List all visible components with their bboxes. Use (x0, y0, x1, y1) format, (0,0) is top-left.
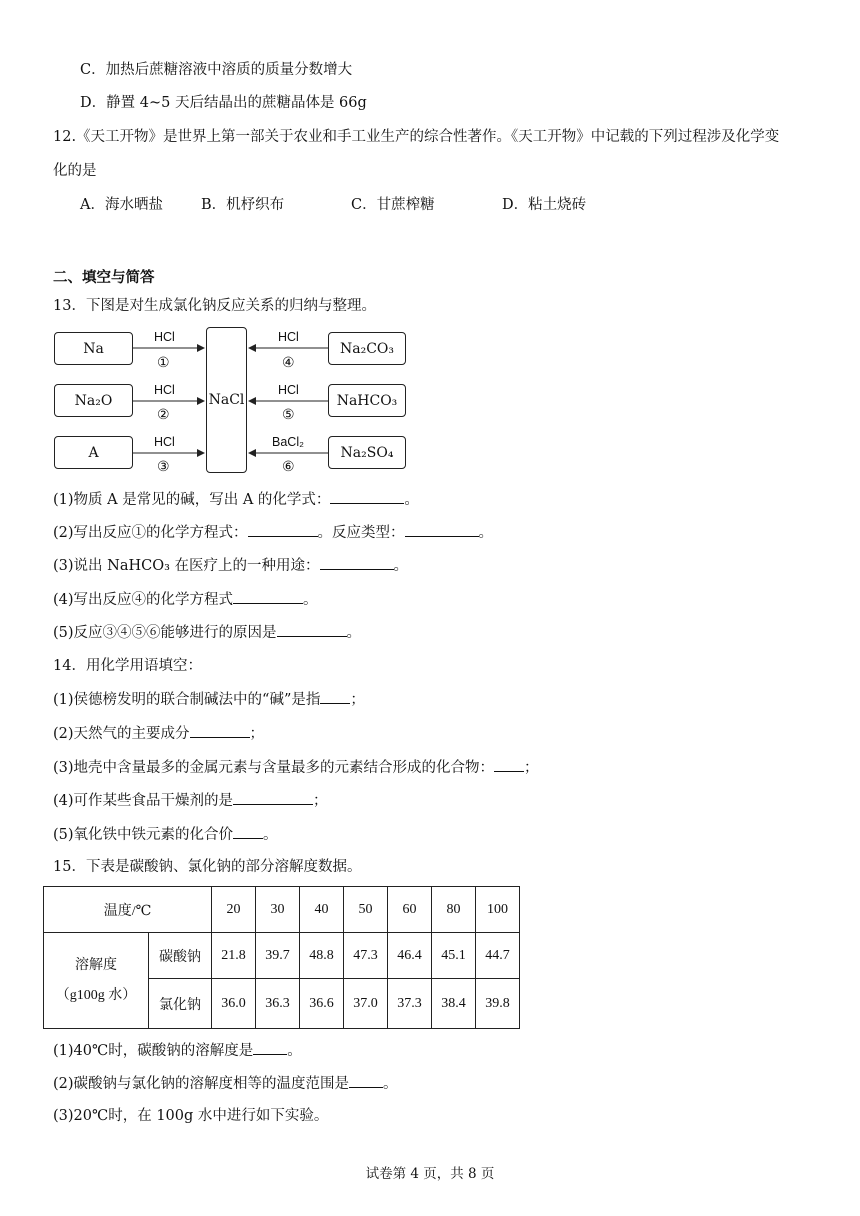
q12-option-c: C．甘蔗榨糖 (351, 197, 435, 213)
q14-part4-text: (4)可作某些食品干燥剂的是 (53, 793, 234, 809)
q14-part1-end: ； (350, 692, 365, 708)
q11-option-d: D．静置 4~5 天后结晶出的蔗糖晶体是 66g (80, 95, 367, 111)
q12-option-a: A．海水晒盐 (80, 197, 163, 213)
temp-cell: 40 (300, 887, 344, 933)
q14-part3-end: ； (524, 760, 539, 776)
answer-blank[interactable] (233, 790, 313, 805)
row-name: 碳酸钠 (149, 933, 212, 979)
solubility-label-line1: 溶解度 (75, 957, 117, 973)
reagent-6: BaCl₂ (272, 435, 304, 449)
q12-stem-line2: 化的是 (53, 163, 97, 179)
answer-blank[interactable] (349, 1073, 383, 1088)
value-cell: 37.3 (388, 979, 432, 1029)
q13-part5-end: 。 (346, 625, 362, 641)
temp-cell: 30 (256, 887, 300, 933)
q13-part5-text: (5)反应③④⑤⑥能够进行的原因是 (53, 625, 277, 641)
q14-part5 (53, 824, 278, 845)
answer-blank[interactable] (233, 824, 263, 839)
temp-cell: 60 (388, 887, 432, 933)
q13-part2-end: 。 (478, 525, 494, 541)
q14-part4 (53, 790, 328, 811)
q13-part1 (53, 489, 419, 510)
reaction-number-4: ④ (282, 355, 295, 371)
reagent-2: HCl (154, 383, 175, 397)
q13-stem: 13．下图是对生成氯化钠反应关系的归纳与整理。 (53, 298, 376, 314)
q12-option-d: D．粘土烧砖 (502, 197, 587, 213)
answer-blank[interactable] (320, 689, 350, 704)
box-na2so4: Na₂SO₄ (328, 436, 406, 469)
reagent-3: HCl (154, 435, 175, 449)
row-name: 氯化钠 (149, 979, 212, 1029)
q13-part4 (53, 589, 318, 610)
section-title: 二、填空与简答 (53, 270, 155, 286)
q15-stem: 15．下表是碳酸钠、氯化钠的部分溶解度数据。 (53, 859, 362, 875)
page-footer: 试卷第 4 页，共 8 页 (365, 1166, 495, 1182)
q14-part3-text: (3)地壳中含量最多的金属元素与含量最多的元素结合形成的化合物： (53, 760, 495, 776)
reaction-number-6: ⑥ (282, 459, 295, 475)
temp-cell: 20 (212, 887, 256, 933)
reaction-number-1: ① (157, 355, 170, 371)
answer-blank[interactable] (330, 489, 404, 504)
q14-stem: 14．用化学用语填空： (53, 658, 202, 674)
answer-blank[interactable] (233, 589, 303, 604)
value-cell: 36.3 (256, 979, 300, 1029)
value-cell: 45.1 (432, 933, 476, 979)
q15-part1-end: 。 (287, 1043, 302, 1059)
box-na: Na (54, 332, 133, 365)
value-cell: 36.6 (300, 979, 344, 1029)
solubility-table (43, 886, 520, 1029)
reaction-number-3: ③ (157, 459, 170, 475)
answer-blank[interactable] (405, 522, 479, 537)
table-row (44, 933, 520, 979)
value-cell: 47.3 (344, 933, 388, 979)
q13-part2 (53, 522, 493, 543)
box-nacl: NaCl (206, 327, 247, 473)
q15-part2 (53, 1073, 398, 1094)
q14-part2 (53, 723, 264, 744)
box-na2co3: Na₂CO₃ (328, 332, 406, 365)
q13-part3 (53, 555, 408, 576)
answer-blank[interactable] (248, 522, 318, 537)
value-cell: 38.4 (432, 979, 476, 1029)
q14-part5-end: 。 (263, 827, 278, 843)
q11-option-c: C．加热后蔗糖溶液中溶质的质量分数增大 (80, 62, 353, 78)
value-cell: 48.8 (300, 933, 344, 979)
q13-part2-mid: 。反应类型： (317, 525, 405, 541)
q14-part2-text: (2)天然气的主要成分 (53, 726, 190, 742)
q13-part3-end: 。 (393, 558, 409, 574)
q13-part5 (53, 622, 361, 643)
reagent-5: HCl (278, 383, 299, 397)
q15-part1-text: (1)40℃时，碳酸钠的溶解度是 (53, 1043, 254, 1059)
table-header-row (44, 887, 520, 933)
value-cell: 39.7 (256, 933, 300, 979)
reaction-number-2: ② (157, 407, 170, 423)
q14-part1-text: (1)侯德榜发明的联合制碱法中的“碱”是指 (53, 692, 321, 708)
q12-option-b: B．机杼织布 (201, 197, 285, 213)
answer-blank[interactable] (494, 757, 524, 772)
answer-blank[interactable] (190, 723, 250, 738)
q14-part5-text: (5)氧化铁中铁元素的化合价 (53, 827, 234, 843)
solubility-label (44, 933, 149, 1029)
box-nahco3: NaHCO₃ (328, 384, 406, 417)
q14-part2-end: ； (249, 726, 265, 742)
reagent-4: HCl (278, 330, 299, 344)
q13-part4-text: (4)写出反应④的化学方程式 (53, 592, 234, 608)
box-a: A (54, 436, 133, 469)
value-cell: 37.0 (344, 979, 388, 1029)
answer-blank[interactable] (253, 1040, 287, 1055)
answer-blank[interactable] (320, 555, 394, 570)
answer-blank[interactable] (277, 622, 347, 637)
box-na2o: Na₂O (54, 384, 133, 417)
q13-part4-end: 。 (303, 592, 318, 608)
solubility-label-unit: （g100g 水） (55, 987, 137, 1003)
value-cell: 44.7 (476, 933, 520, 979)
value-cell: 46.4 (388, 933, 432, 979)
reaction-number-5: ⑤ (282, 407, 295, 423)
q13-part1-end: 。 (404, 492, 419, 508)
header-temperature: 温度/℃ (44, 887, 212, 933)
q13-part3-text: (3)说出 NaHCO₃ 在医疗上的一种用途： (53, 558, 320, 574)
temp-cell: 80 (432, 887, 476, 933)
q15-part2-end: 。 (383, 1076, 398, 1092)
q15-part1 (53, 1040, 302, 1061)
reagent-1: HCl (154, 330, 175, 344)
q13-part2-text: (2)写出反应①的化学方程式： (53, 525, 248, 541)
q12-stem-line1: 12.《天工开物》是世界上第一部关于农业和手工业生产的综合性著作。《天工开物》中记载的下列过程涉及化学变 (53, 129, 780, 145)
value-cell: 21.8 (212, 933, 256, 979)
value-cell: 36.0 (212, 979, 256, 1029)
q14-part1 (53, 689, 365, 710)
q14-part3 (53, 757, 539, 778)
q14-part4-end: ； (313, 793, 328, 809)
value-cell: 39.8 (476, 979, 520, 1029)
q13-part1-text: (1)物质 A 是常见的碱，写出 A 的化学式： (53, 492, 331, 508)
q15-part3: (3)20℃时，在 100g 水中进行如下实验。 (53, 1108, 329, 1124)
temp-cell: 100 (476, 887, 520, 933)
q15-part2-text: (2)碳酸钠与氯化钠的溶解度相等的温度范围是 (53, 1076, 350, 1092)
temp-cell: 50 (344, 887, 388, 933)
